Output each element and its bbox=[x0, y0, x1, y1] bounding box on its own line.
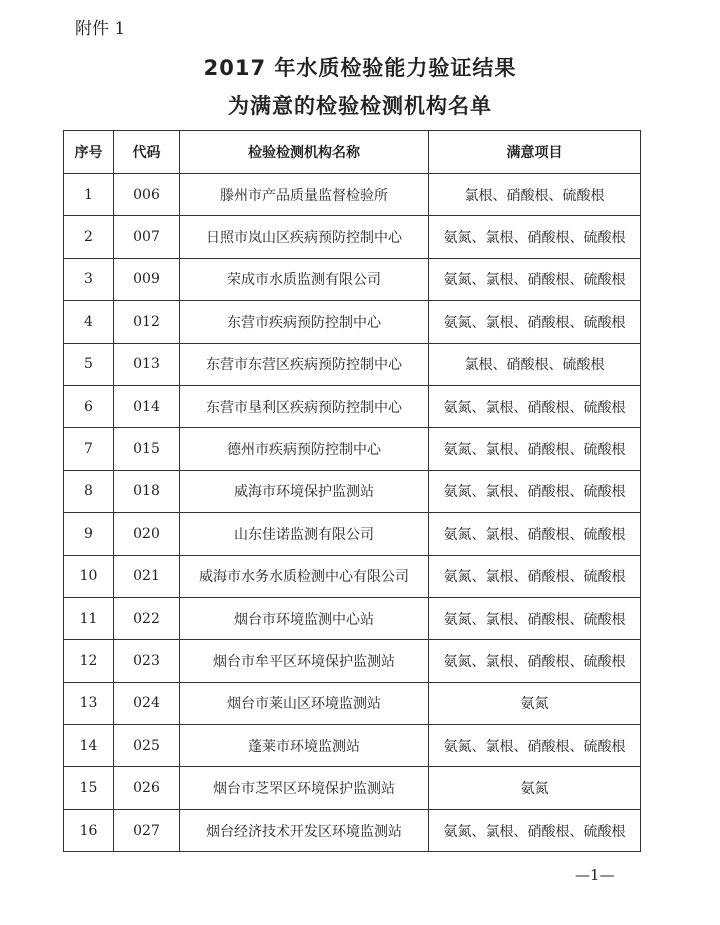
table-row bbox=[64, 216, 641, 258]
cell-items: 氨氮、氯根、硝酸根、硫酸根 bbox=[429, 640, 641, 682]
cell-name: 东营市东营区疾病预防控制中心 bbox=[180, 343, 429, 385]
cell-name: 山东佳诺监测有限公司 bbox=[180, 513, 429, 555]
cell-items: 氨氮、氯根、硝酸根、硫酸根 bbox=[429, 428, 641, 470]
cell-seq: 9 bbox=[64, 513, 114, 555]
cell-seq: 6 bbox=[64, 385, 114, 427]
table-row bbox=[64, 301, 641, 343]
cell-items: 氨氮、氯根、硝酸根、硫酸根 bbox=[429, 470, 641, 512]
cell-items: 氨氮、氯根、硝酸根、硫酸根 bbox=[429, 513, 641, 555]
cell-name: 烟台市牟平区环境保护监测站 bbox=[180, 640, 429, 682]
table-row bbox=[64, 385, 641, 427]
cell-seq: 4 bbox=[64, 301, 114, 343]
cell-code: 018 bbox=[114, 470, 180, 512]
cell-code: 006 bbox=[114, 174, 180, 216]
table-row bbox=[64, 513, 641, 555]
table-row bbox=[64, 258, 641, 300]
cell-code: 007 bbox=[114, 216, 180, 258]
results-table bbox=[63, 130, 641, 852]
table-row bbox=[64, 470, 641, 512]
cell-name: 东营市垦利区疾病预防控制中心 bbox=[180, 385, 429, 427]
table-row bbox=[64, 555, 641, 597]
table-row bbox=[64, 428, 641, 470]
cell-items: 氨氮、氯根、硝酸根、硫酸根 bbox=[429, 385, 641, 427]
cell-name: 日照市岚山区疾病预防控制中心 bbox=[180, 216, 429, 258]
cell-name: 烟台市芝罘区环境保护监测站 bbox=[180, 767, 429, 809]
cell-items: 氨氮、氯根、硝酸根、硫酸根 bbox=[429, 555, 641, 597]
cell-items: 氨氮、氯根、硝酸根、硫酸根 bbox=[429, 216, 641, 258]
cell-code: 021 bbox=[114, 555, 180, 597]
cell-seq: 10 bbox=[64, 555, 114, 597]
table-row bbox=[64, 809, 641, 851]
cell-seq: 7 bbox=[64, 428, 114, 470]
table-row bbox=[64, 343, 641, 385]
table-row bbox=[64, 597, 641, 639]
cell-seq: 11 bbox=[64, 597, 114, 639]
cell-code: 025 bbox=[114, 725, 180, 767]
cell-items: 氨氮 bbox=[429, 767, 641, 809]
header-items: 满意项目 bbox=[429, 131, 641, 174]
table-row bbox=[64, 725, 641, 767]
table-row bbox=[64, 767, 641, 809]
cell-items: 氨氮、氯根、硝酸根、硫酸根 bbox=[429, 258, 641, 300]
cell-seq: 16 bbox=[64, 809, 114, 851]
cell-name: 威海市环境保护监测站 bbox=[180, 470, 429, 512]
cell-seq: 2 bbox=[64, 216, 114, 258]
cell-name: 东营市疾病预防控制中心 bbox=[180, 301, 429, 343]
cell-name: 滕州市产品质量监督检验所 bbox=[180, 174, 429, 216]
table-header-row bbox=[64, 131, 641, 174]
cell-items: 氨氮 bbox=[429, 682, 641, 724]
cell-code: 024 bbox=[114, 682, 180, 724]
cell-code: 022 bbox=[114, 597, 180, 639]
cell-items: 氨氮、氯根、硝酸根、硫酸根 bbox=[429, 597, 641, 639]
cell-code: 014 bbox=[114, 385, 180, 427]
table-row bbox=[64, 174, 641, 216]
cell-name: 德州市疾病预防控制中心 bbox=[180, 428, 429, 470]
cell-name: 蓬莱市环境监测站 bbox=[180, 725, 429, 767]
cell-items: 氨氮、氯根、硝酸根、硫酸根 bbox=[429, 809, 641, 851]
cell-seq: 3 bbox=[64, 258, 114, 300]
cell-code: 027 bbox=[114, 809, 180, 851]
header-seq: 序号 bbox=[64, 131, 114, 174]
header-code: 代码 bbox=[114, 131, 180, 174]
table-row bbox=[64, 682, 641, 724]
cell-name: 威海市水务水质检测中心有限公司 bbox=[180, 555, 429, 597]
cell-name: 烟台市莱山区环境监测站 bbox=[180, 682, 429, 724]
cell-name: 烟台经济技术开发区环境监测站 bbox=[180, 809, 429, 851]
cell-code: 015 bbox=[114, 428, 180, 470]
cell-name: 烟台市环境监测中心站 bbox=[180, 597, 429, 639]
cell-seq: 5 bbox=[64, 343, 114, 385]
cell-items: 氯根、硝酸根、硫酸根 bbox=[429, 174, 641, 216]
cell-items: 氯根、硝酸根、硫酸根 bbox=[429, 343, 641, 385]
header-name: 检验检测机构名称 bbox=[180, 131, 429, 174]
cell-code: 012 bbox=[114, 301, 180, 343]
table-row bbox=[64, 640, 641, 682]
cell-code: 020 bbox=[114, 513, 180, 555]
cell-code: 013 bbox=[114, 343, 180, 385]
cell-seq: 13 bbox=[64, 682, 114, 724]
cell-name: 荣成市水质监测有限公司 bbox=[180, 258, 429, 300]
cell-seq: 12 bbox=[64, 640, 114, 682]
cell-code: 026 bbox=[114, 767, 180, 809]
cell-seq: 1 bbox=[64, 174, 114, 216]
cell-code: 009 bbox=[114, 258, 180, 300]
cell-seq: 14 bbox=[64, 725, 114, 767]
cell-items: 氨氮、氯根、硝酸根、硫酸根 bbox=[429, 301, 641, 343]
cell-seq: 8 bbox=[64, 470, 114, 512]
page-number: —1— bbox=[575, 866, 615, 884]
document-title-line-1: 2017 年水质检验能力验证结果 bbox=[203, 56, 517, 80]
document-title-line-2: 为满意的检验检测机构名单 bbox=[228, 94, 492, 118]
cell-code: 023 bbox=[114, 640, 180, 682]
attachment-label: 附件 1 bbox=[75, 19, 126, 39]
cell-items: 氨氮、氯根、硝酸根、硫酸根 bbox=[429, 725, 641, 767]
cell-seq: 15 bbox=[64, 767, 114, 809]
